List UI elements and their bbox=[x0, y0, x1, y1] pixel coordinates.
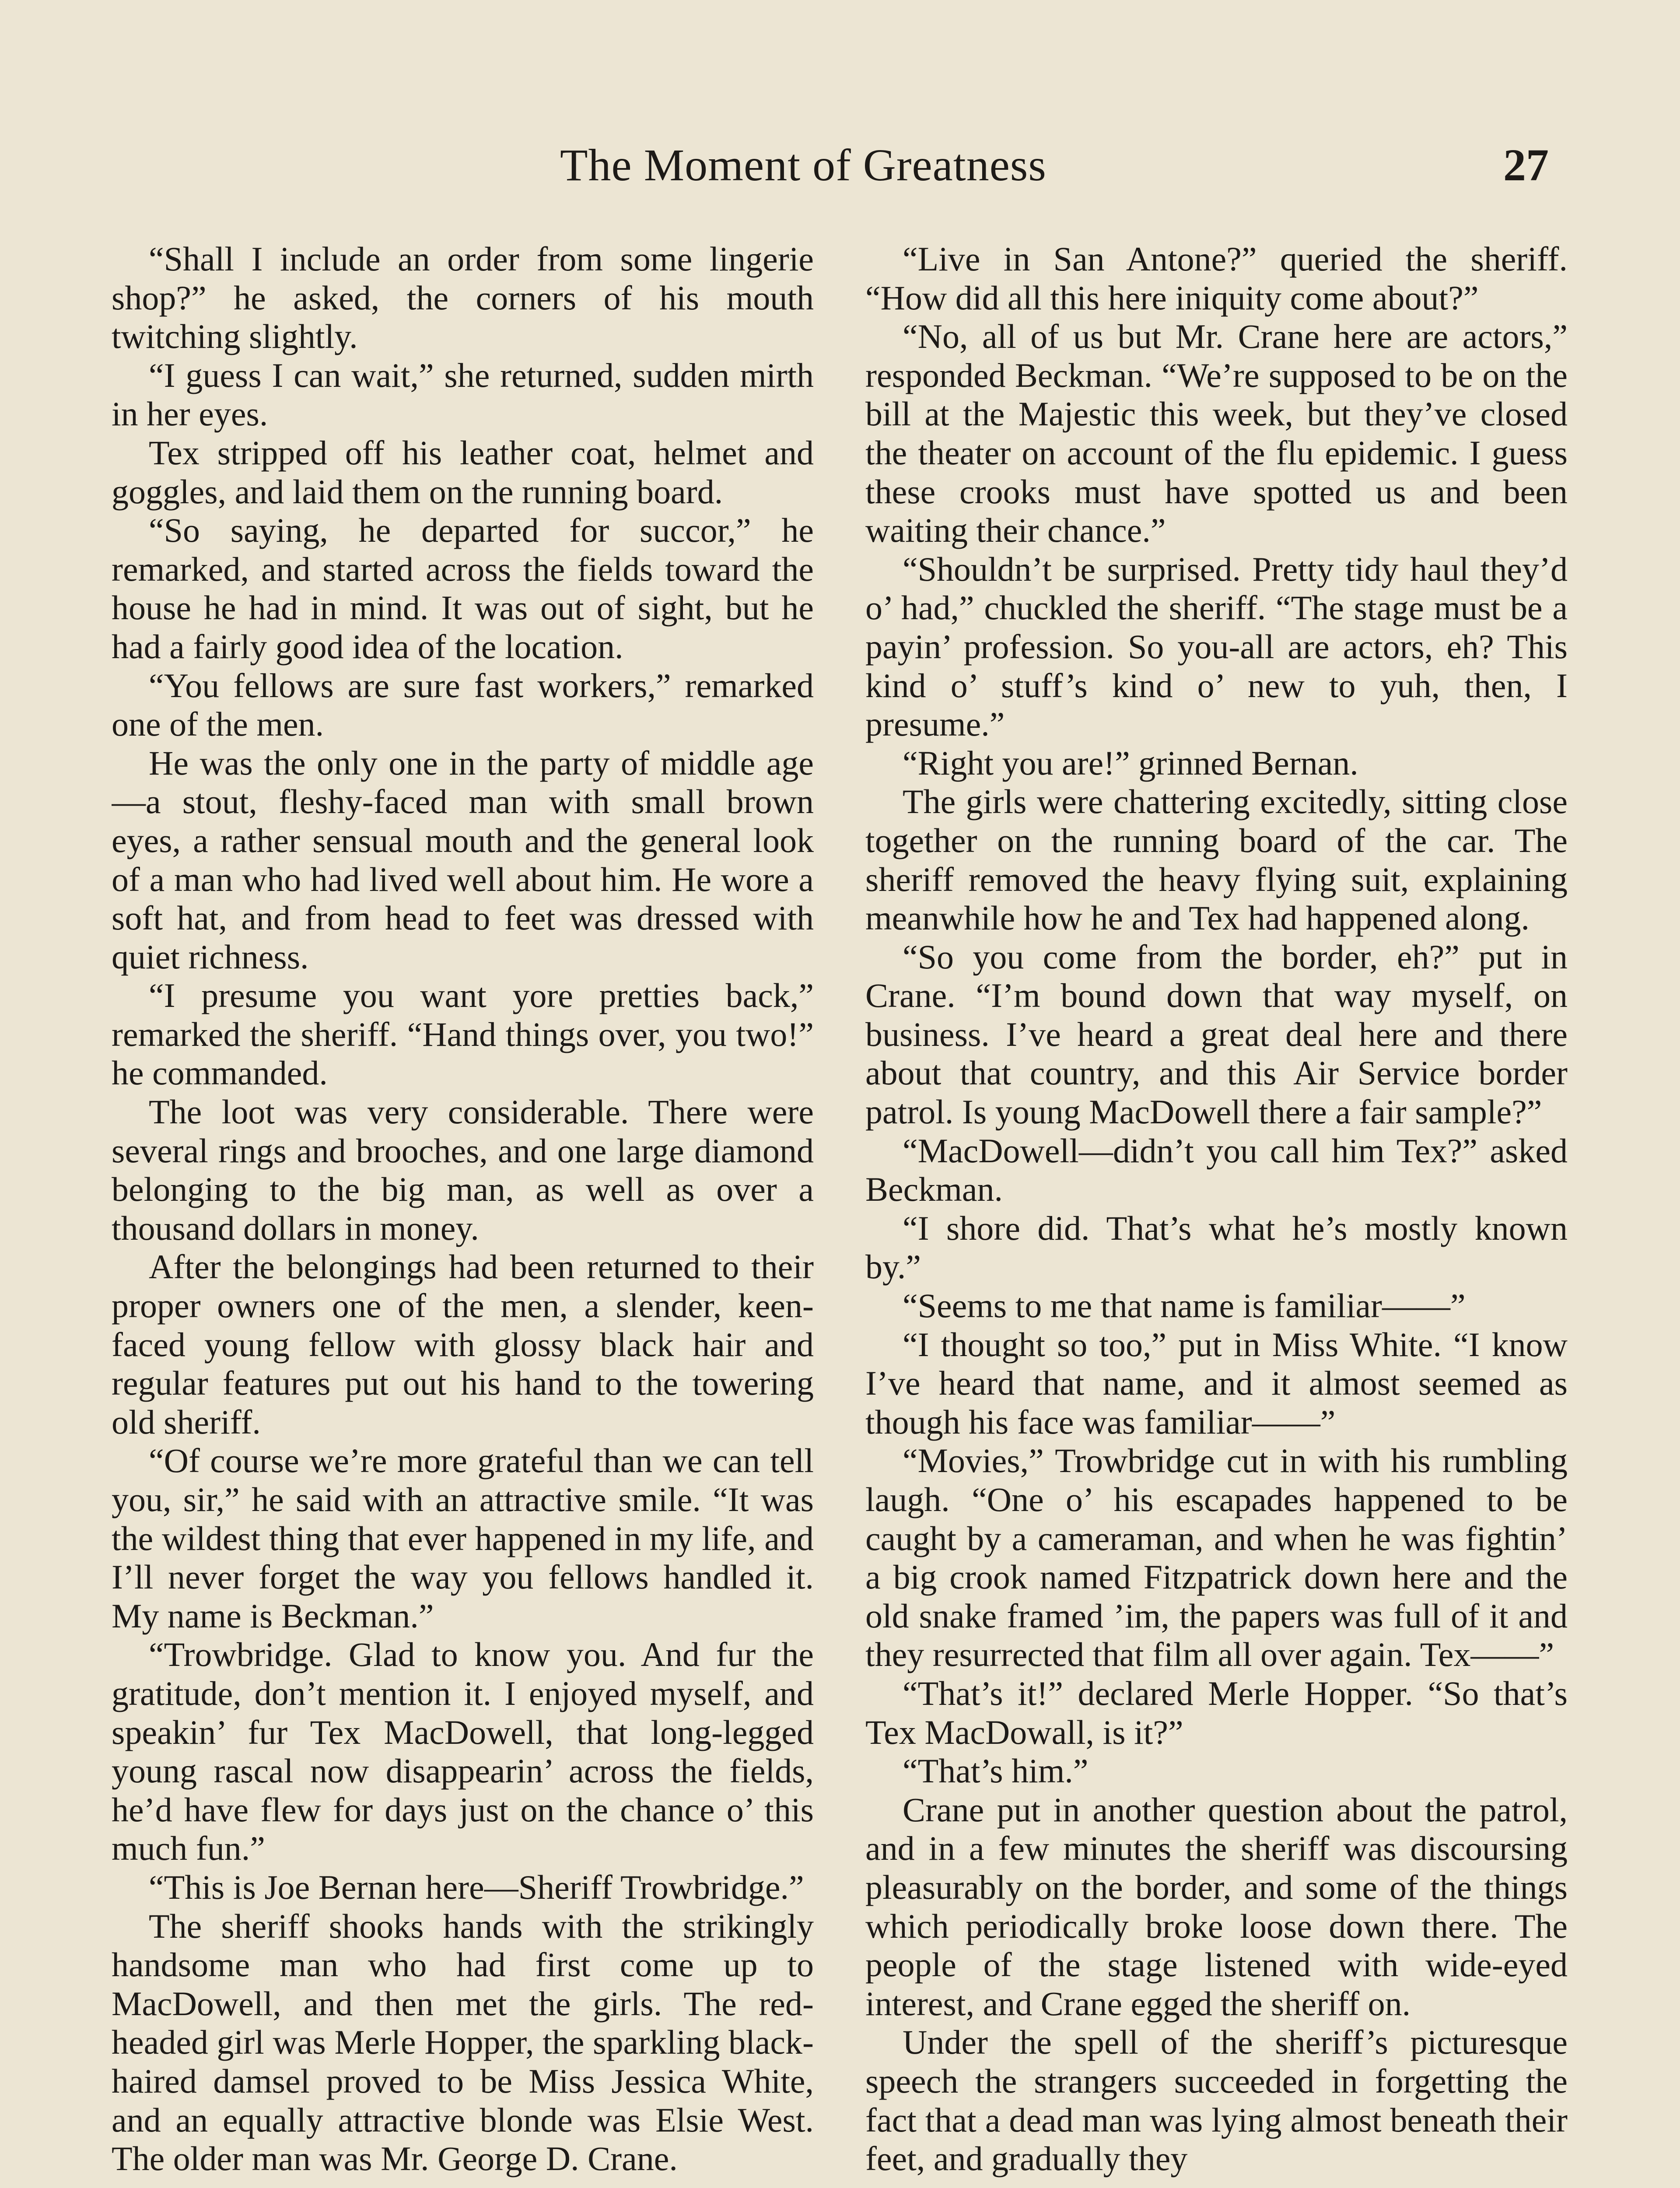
paragraph: He was the only one in the party of middle age—a stout, fleshy-faced man with small brown eyes, a rather sensual mouth and the general look of a man who had lived well about him. He wore a soft hat, and from head to feet was dressed with quiet richness. bbox=[112, 743, 814, 976]
page-header bbox=[0, 139, 1680, 196]
paragraph: “Of course we’re more grateful than we can tell you, sir,” he said with an attractive smile. “It was the wildest thing that ever happened in my life, and I’ll never forget the way you fellows handled it. My name is Beckman.” bbox=[112, 1441, 814, 1635]
left-text-column bbox=[112, 240, 814, 2188]
right-text-column bbox=[865, 240, 1568, 2188]
paragraph: “You fellows are sure fast workers,” remarked one of the men. bbox=[112, 666, 814, 743]
paragraph: “Trowbridge. Glad to know you. And fur the gratitude, don’t mention it. I enjoyed myself, and speakin’ fur Tex MacDowell, that long-legged young rascal now disappearin’ across the fields, he’d have flew for days just on the chance o’ this much fun.” bbox=[112, 1635, 814, 1868]
running-head-title: The Moment of Greatness bbox=[560, 140, 1046, 190]
paragraph: After the belongings had been returned to their proper owners one of the men, a slender, keen-faced young fellow with glossy black hair and regular features put out his hand to the towering old sheriff. bbox=[112, 1248, 814, 1441]
page-number: 27 bbox=[1503, 140, 1549, 190]
paragraph: “So you come from the border, eh?” put in Crane. “I’m bound down that way myself, on business. I’ve heard a great deal here and there about that country, and this Air Service border patrol. Is young MacDowell there a fair sample?” bbox=[865, 937, 1568, 1131]
paragraph: “No, all of us but Mr. Crane here are actors,” responded Beckman. “We’re supposed to be on the bill at the Majestic this week, but they’ve closed the theater on account of the flu epidemic. I guess these crooks must have spotted us and been waiting their chance.” bbox=[865, 317, 1568, 550]
paragraph: “MacDowell—didn’t you call him Tex?” asked Beckman. bbox=[865, 1131, 1568, 1209]
paragraph: “Right you are!” grinned Bernan. bbox=[903, 743, 1358, 782]
paragraph: “Shall I include an order from some lingerie shop?” he asked, the corners of his mouth twitching slightly. bbox=[112, 240, 814, 356]
paragraph: The sheriff shooks hands with the strikingly handsome man who had first come up to MacDowell, and then met the girls. The red-headed girl was Merle Hopper, the sparkling black-haired damsel proved to be Miss Jessica White, and an equally attractive blonde was Elsie West. The older man was Mr. George D. Crane. bbox=[112, 1907, 814, 2178]
paragraph: “Movies,” Trowbridge cut in with his rumbling laugh. “One o’ his escapades happened to be caught by a cameraman, and when he was fightin’ a big crook named Fitzpatrick down here and the old snake framed ’im, the papers was full of it and they resurrected that film all over again. Tex——” bbox=[865, 1441, 1568, 1674]
paragraph: “I thought so too,” put in Miss White. “I know I’ve heard that name, and it almost seemed as though his face was familiar——” bbox=[865, 1325, 1568, 1441]
paragraph: “I shore did. That’s what he’s mostly known by.” bbox=[865, 1209, 1568, 1286]
paragraph: “Live in San Antone?” queried the sheriff. “How did all this here iniquity come about?” bbox=[865, 240, 1568, 317]
paragraph: Crane put in another question about the patrol, and in a few minutes the sheriff was discoursing pleasurably on the border, and some of the things which periodically broke loose down there. The people of the stage listened with wide-eyed interest, and Crane egged the sheriff on. bbox=[865, 1790, 1568, 2023]
paragraph: The girls were chattering excitedly, sitting close together on the running board of the car. The sheriff removed the heavy flying suit, explaining meanwhile how he and Tex had happened along. bbox=[865, 782, 1568, 937]
paragraph: The loot was very considerable. There were several rings and brooches, and one large diamond belonging to the big man, as well as over a thousand dollars in money. bbox=[112, 1093, 814, 1247]
paragraph: “Shouldn’t be surprised. Pretty tidy haul they’d o’ had,” chuckled the sheriff. “The stage must be a payin’ profession. So you-all are actors, eh? This kind o’ stuff’s kind o’ new to yuh, then, I presume.” bbox=[865, 550, 1568, 743]
paragraph: “That’s him.” bbox=[903, 1752, 1088, 1790]
paragraph: “That’s it!” declared Merle Hopper. “So that’s Tex MacDowall, is it?” bbox=[865, 1674, 1568, 1751]
paragraph: Tex stripped off his leather coat, helmet and goggles, and laid them on the running board. bbox=[112, 433, 814, 511]
paragraph: “Seems to me that name is familiar——” bbox=[903, 1287, 1466, 1325]
paragraph: “I guess I can wait,” she returned, sudden mirth in her eyes. bbox=[112, 356, 814, 433]
paragraph: “I presume you want yore pretties back,” remarked the sheriff. “Hand things over, you two!” he commanded. bbox=[112, 976, 814, 1092]
paragraph: Under the spell of the sheriff’s picturesque speech the strangers succeeded in forgetting the fact that a dead man was lying almost beneath their feet, and gradually they bbox=[865, 2023, 1568, 2178]
paragraph: “This is Joe Bernan here—Sheriff Trowbridge.” bbox=[149, 1868, 804, 1906]
paragraph: “So saying, he departed for succor,” he remarked, and started across the fields toward the house he had in mind. It was out of sight, but he had a fairly good idea of the location. bbox=[112, 511, 814, 666]
